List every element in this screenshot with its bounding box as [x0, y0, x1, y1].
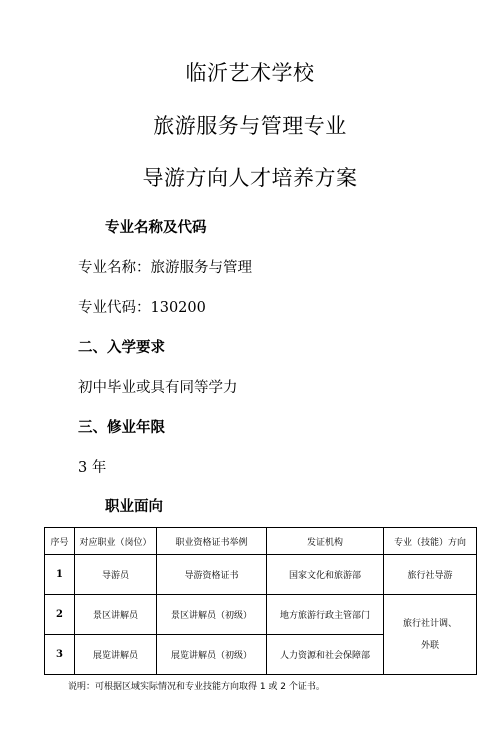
cell-seq: 1	[45, 555, 75, 595]
cell-job: 展览讲解员	[75, 635, 157, 675]
cell-cert: 导游资格证书	[157, 555, 267, 595]
cell-seq: 3	[45, 635, 75, 675]
cell-direction: 旅行社导游	[384, 555, 477, 595]
table-header-row	[45, 528, 477, 555]
section-heading-duration: 三、修业年限	[78, 420, 165, 436]
table-note: 说明：可根据区域实际情况和专业技能方向取得 1 或 2 个证书。	[68, 682, 325, 692]
cell-issuer: 地方旅游行政主管部门	[267, 595, 384, 635]
cell-cert: 展览讲解员（初级）	[157, 635, 267, 675]
header-job: 对应职业（岗位）	[75, 528, 157, 555]
career-table	[44, 527, 477, 675]
section-heading-major-name-code: 专业名称及代码	[105, 220, 207, 236]
major-name-value: 旅游服务与管理	[150, 260, 252, 276]
header-direction: 专业（技能）方向	[384, 528, 477, 555]
direction-line-1: 旅行社计调、	[402, 618, 457, 629]
cell-issuer: 人力资源和社会保障部	[267, 635, 384, 675]
duration-value	[78, 456, 106, 477]
section-heading-admission: 二、入学要求	[78, 340, 165, 356]
admission-requirement: 初中毕业或具有同等学力	[78, 380, 238, 396]
major-name-label: 专业名称：	[78, 260, 151, 276]
cell-direction-merged	[384, 595, 477, 675]
major-code-value: 130200	[150, 300, 206, 316]
cell-issuer: 国家文化和旅游部	[267, 555, 384, 595]
header-cert: 职业资格证书举例	[157, 528, 267, 555]
header-issuer: 发证机构	[267, 528, 384, 555]
header-seq: 序号	[45, 528, 75, 555]
duration-number: 3	[78, 460, 88, 476]
cell-seq: 2	[45, 595, 75, 635]
major-code-line	[78, 296, 206, 317]
major-name-line	[78, 256, 252, 277]
table-row	[45, 595, 477, 635]
direction-line-2: 外联	[420, 640, 439, 651]
duration-unit: 年	[91, 460, 107, 476]
cell-cert: 景区讲解员（初级）	[157, 595, 267, 635]
table-row	[45, 555, 477, 595]
major-title: 旅游服务与管理专业	[153, 114, 347, 138]
cell-job: 导游员	[75, 555, 157, 595]
cell-job: 景区讲解员	[75, 595, 157, 635]
school-title: 临沂艺术学校	[185, 61, 315, 85]
major-code-label: 专业代码：	[78, 300, 151, 316]
plan-title: 导游方向人才培养方案	[142, 166, 358, 190]
section-heading-career: 职业面向	[105, 499, 163, 515]
